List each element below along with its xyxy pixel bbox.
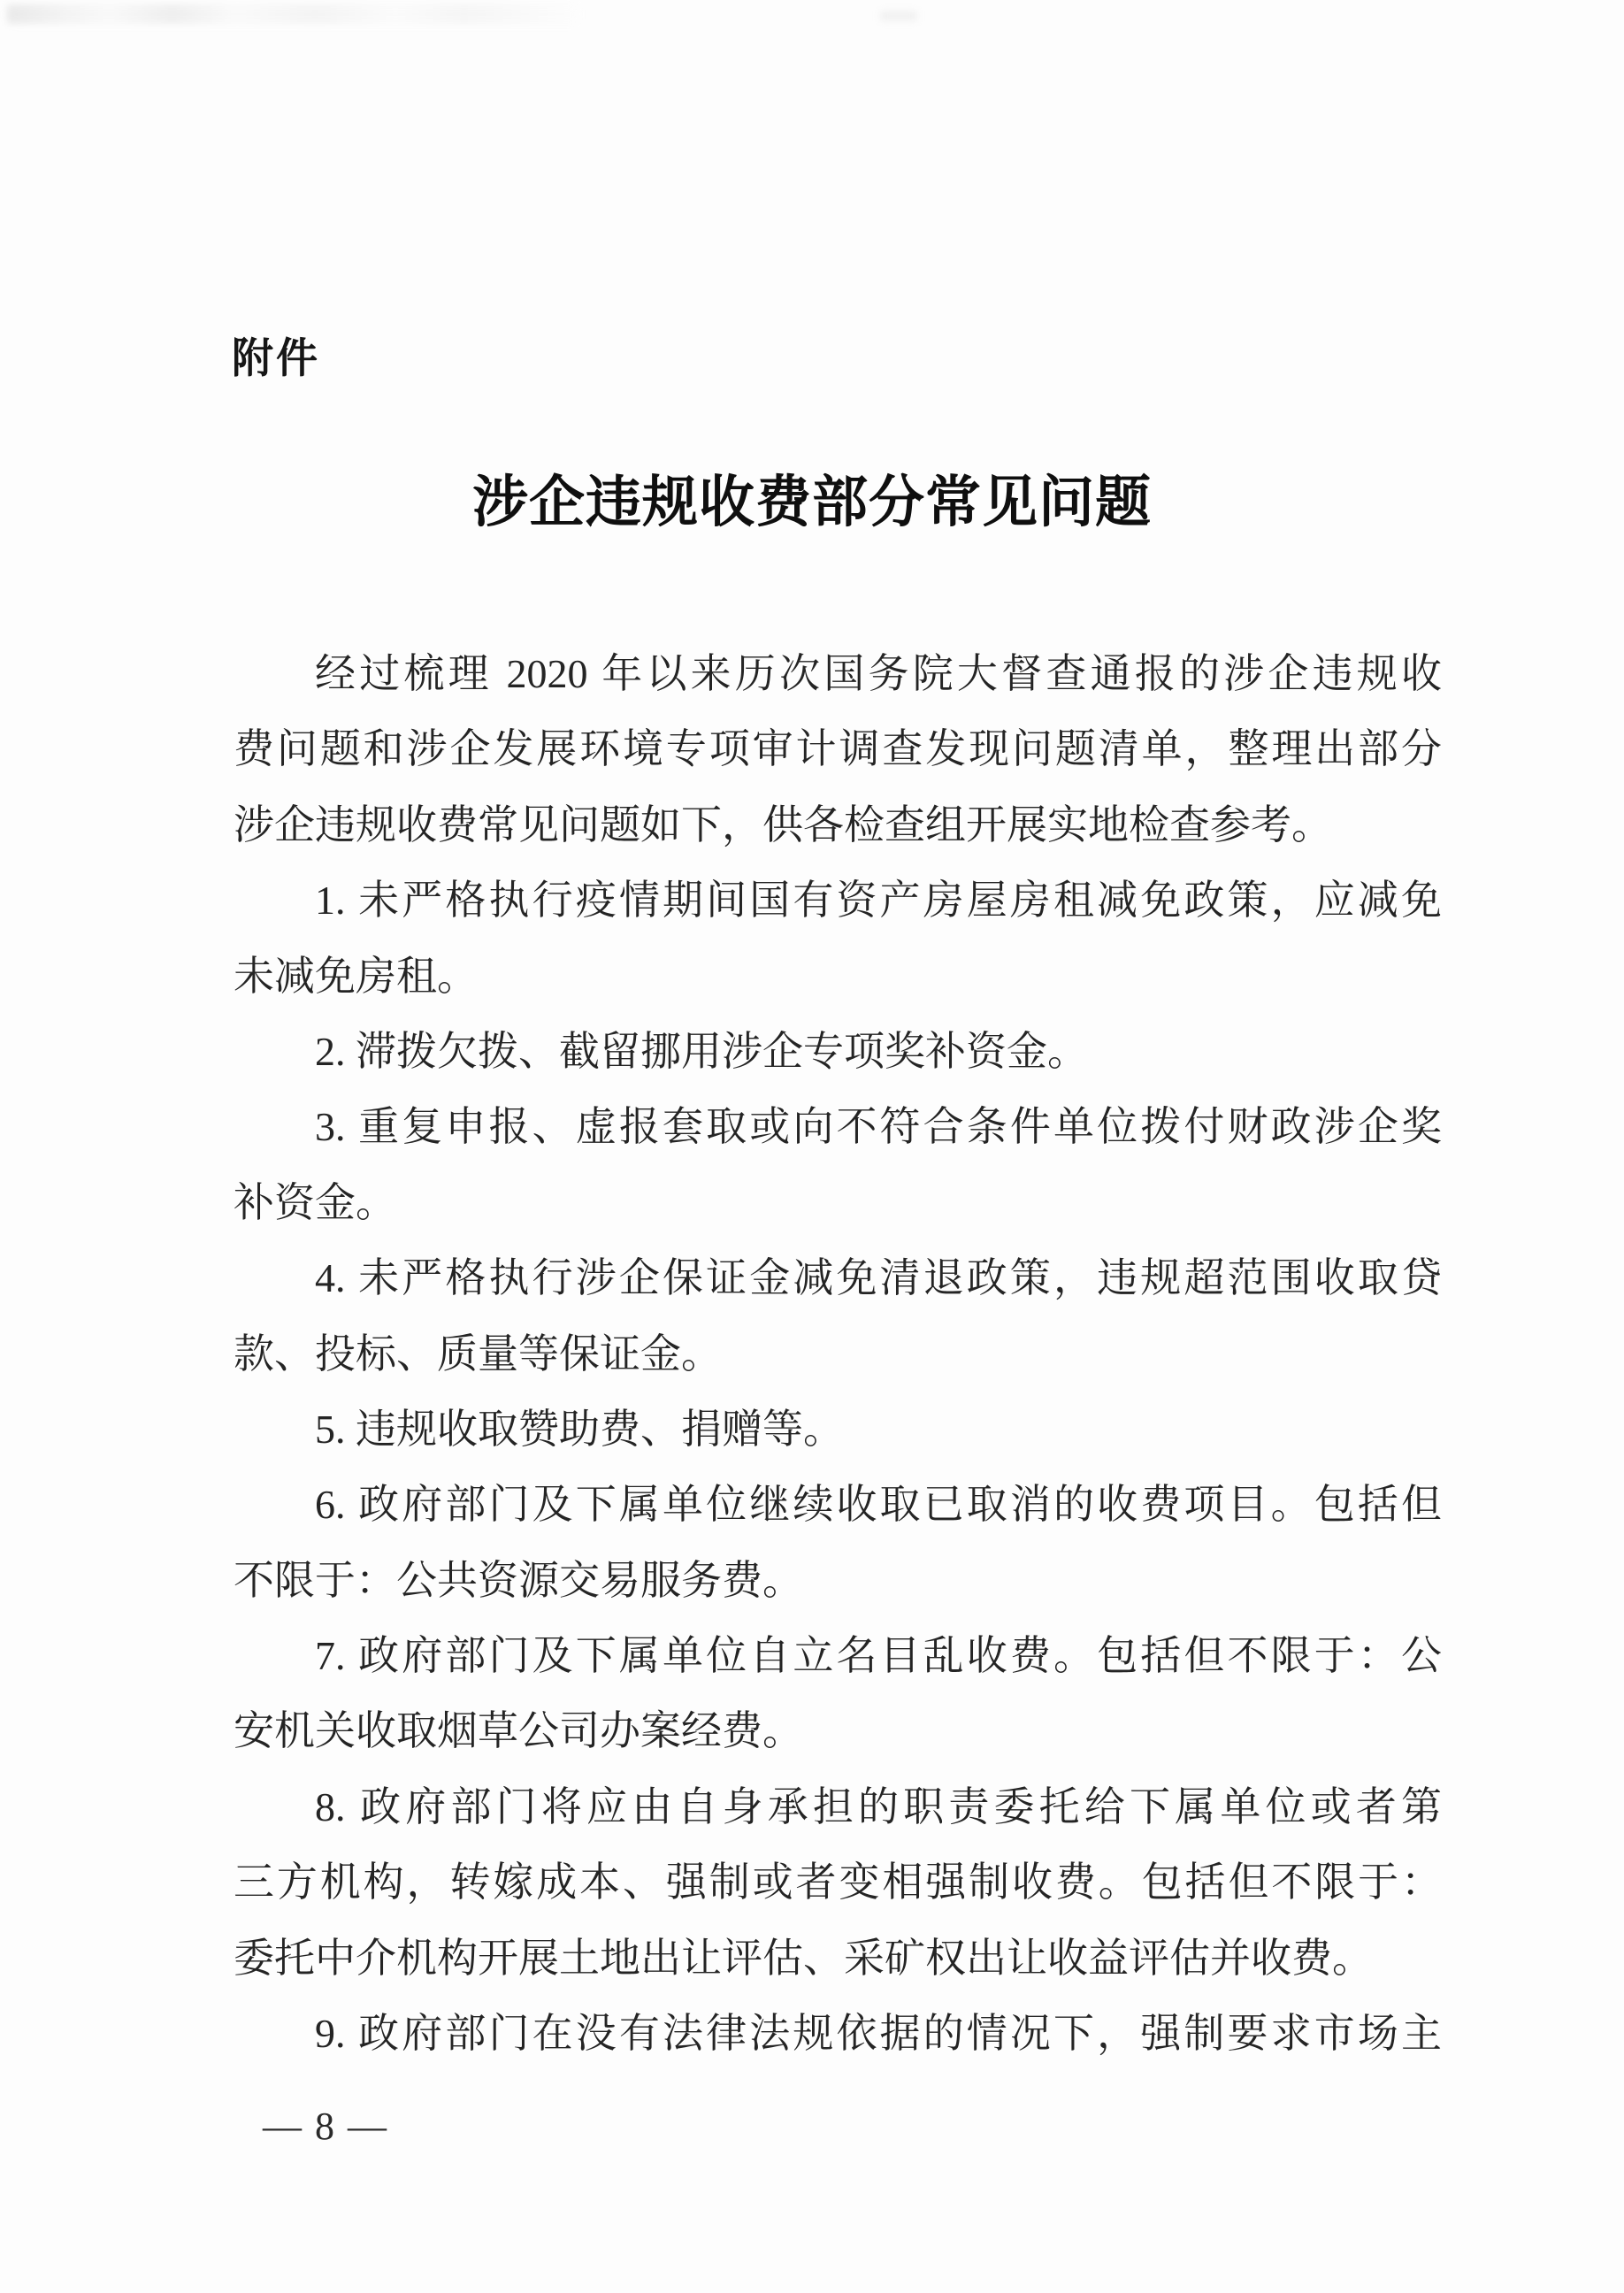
body-text	[234, 636, 1442, 2071]
body-line: 安机关收取烟草公司办案经费。	[234, 1708, 803, 1754]
body-line: 9. 政府部门在没有法律法规依据的情况下，强制要求市场主	[315, 2011, 1442, 2057]
body-line: 款、投标、质量等保证金。	[234, 1331, 722, 1377]
body-line: 1. 未严格执行疫情期间国有资产房屋房租减免政策，应减免	[315, 878, 1442, 924]
document-title: 涉企违规收费部分常见问题	[472, 472, 1152, 533]
body-line: 5. 违规收取赞助费、捐赠等。	[315, 1406, 844, 1452]
attachment-label: 附件	[232, 334, 320, 381]
body-line: 未减免房租。	[234, 953, 478, 999]
body-line: 2. 滞拨欠拨、截留挪用涉企专项奖补资金。	[315, 1028, 1088, 1074]
body-line: 涉企违规收费常见问题如下，供各检查组开展实地检查参考。	[234, 801, 1332, 847]
body-line: 不限于：公共资源交易服务费。	[234, 1557, 803, 1603]
body-line: 6. 政府部门及下属单位继续收取已取消的收费项目。包括但	[315, 1482, 1442, 1528]
scan-artifact	[880, 11, 917, 21]
scan-artifact	[7, 4, 578, 24]
body-line: 经过梳理 2020 年以来历次国务院大督查通报的涉企违规收	[315, 651, 1442, 696]
body-line: 费问题和涉企发展环境专项审计调查发现问题清单，整理出部分	[234, 726, 1442, 772]
page-number: — 8 —	[263, 2105, 388, 2148]
body-line: 3. 重复申报、虚报套取或向不符合条件单位拨付财政涉企奖	[315, 1104, 1442, 1150]
body-line: 补资金。	[234, 1179, 396, 1225]
body-line: 8. 政府部门将应由自身承担的职责委托给下属单位或者第	[315, 1783, 1442, 1829]
body-line: 4. 未严格执行涉企保证金减免清退政策，违规超范围收取贷	[315, 1255, 1442, 1301]
body-line: 7. 政府部门及下属单位自立名目乱收费。包括但不限于：公	[315, 1633, 1442, 1679]
body-line: 委托中介机构开展土地出让评估、采矿权出让收益评估并收费。	[234, 1935, 1373, 1981]
body-line: 三方机构，转嫁成本、强制或者变相强制收费。包括但不限于：	[234, 1860, 1442, 1906]
